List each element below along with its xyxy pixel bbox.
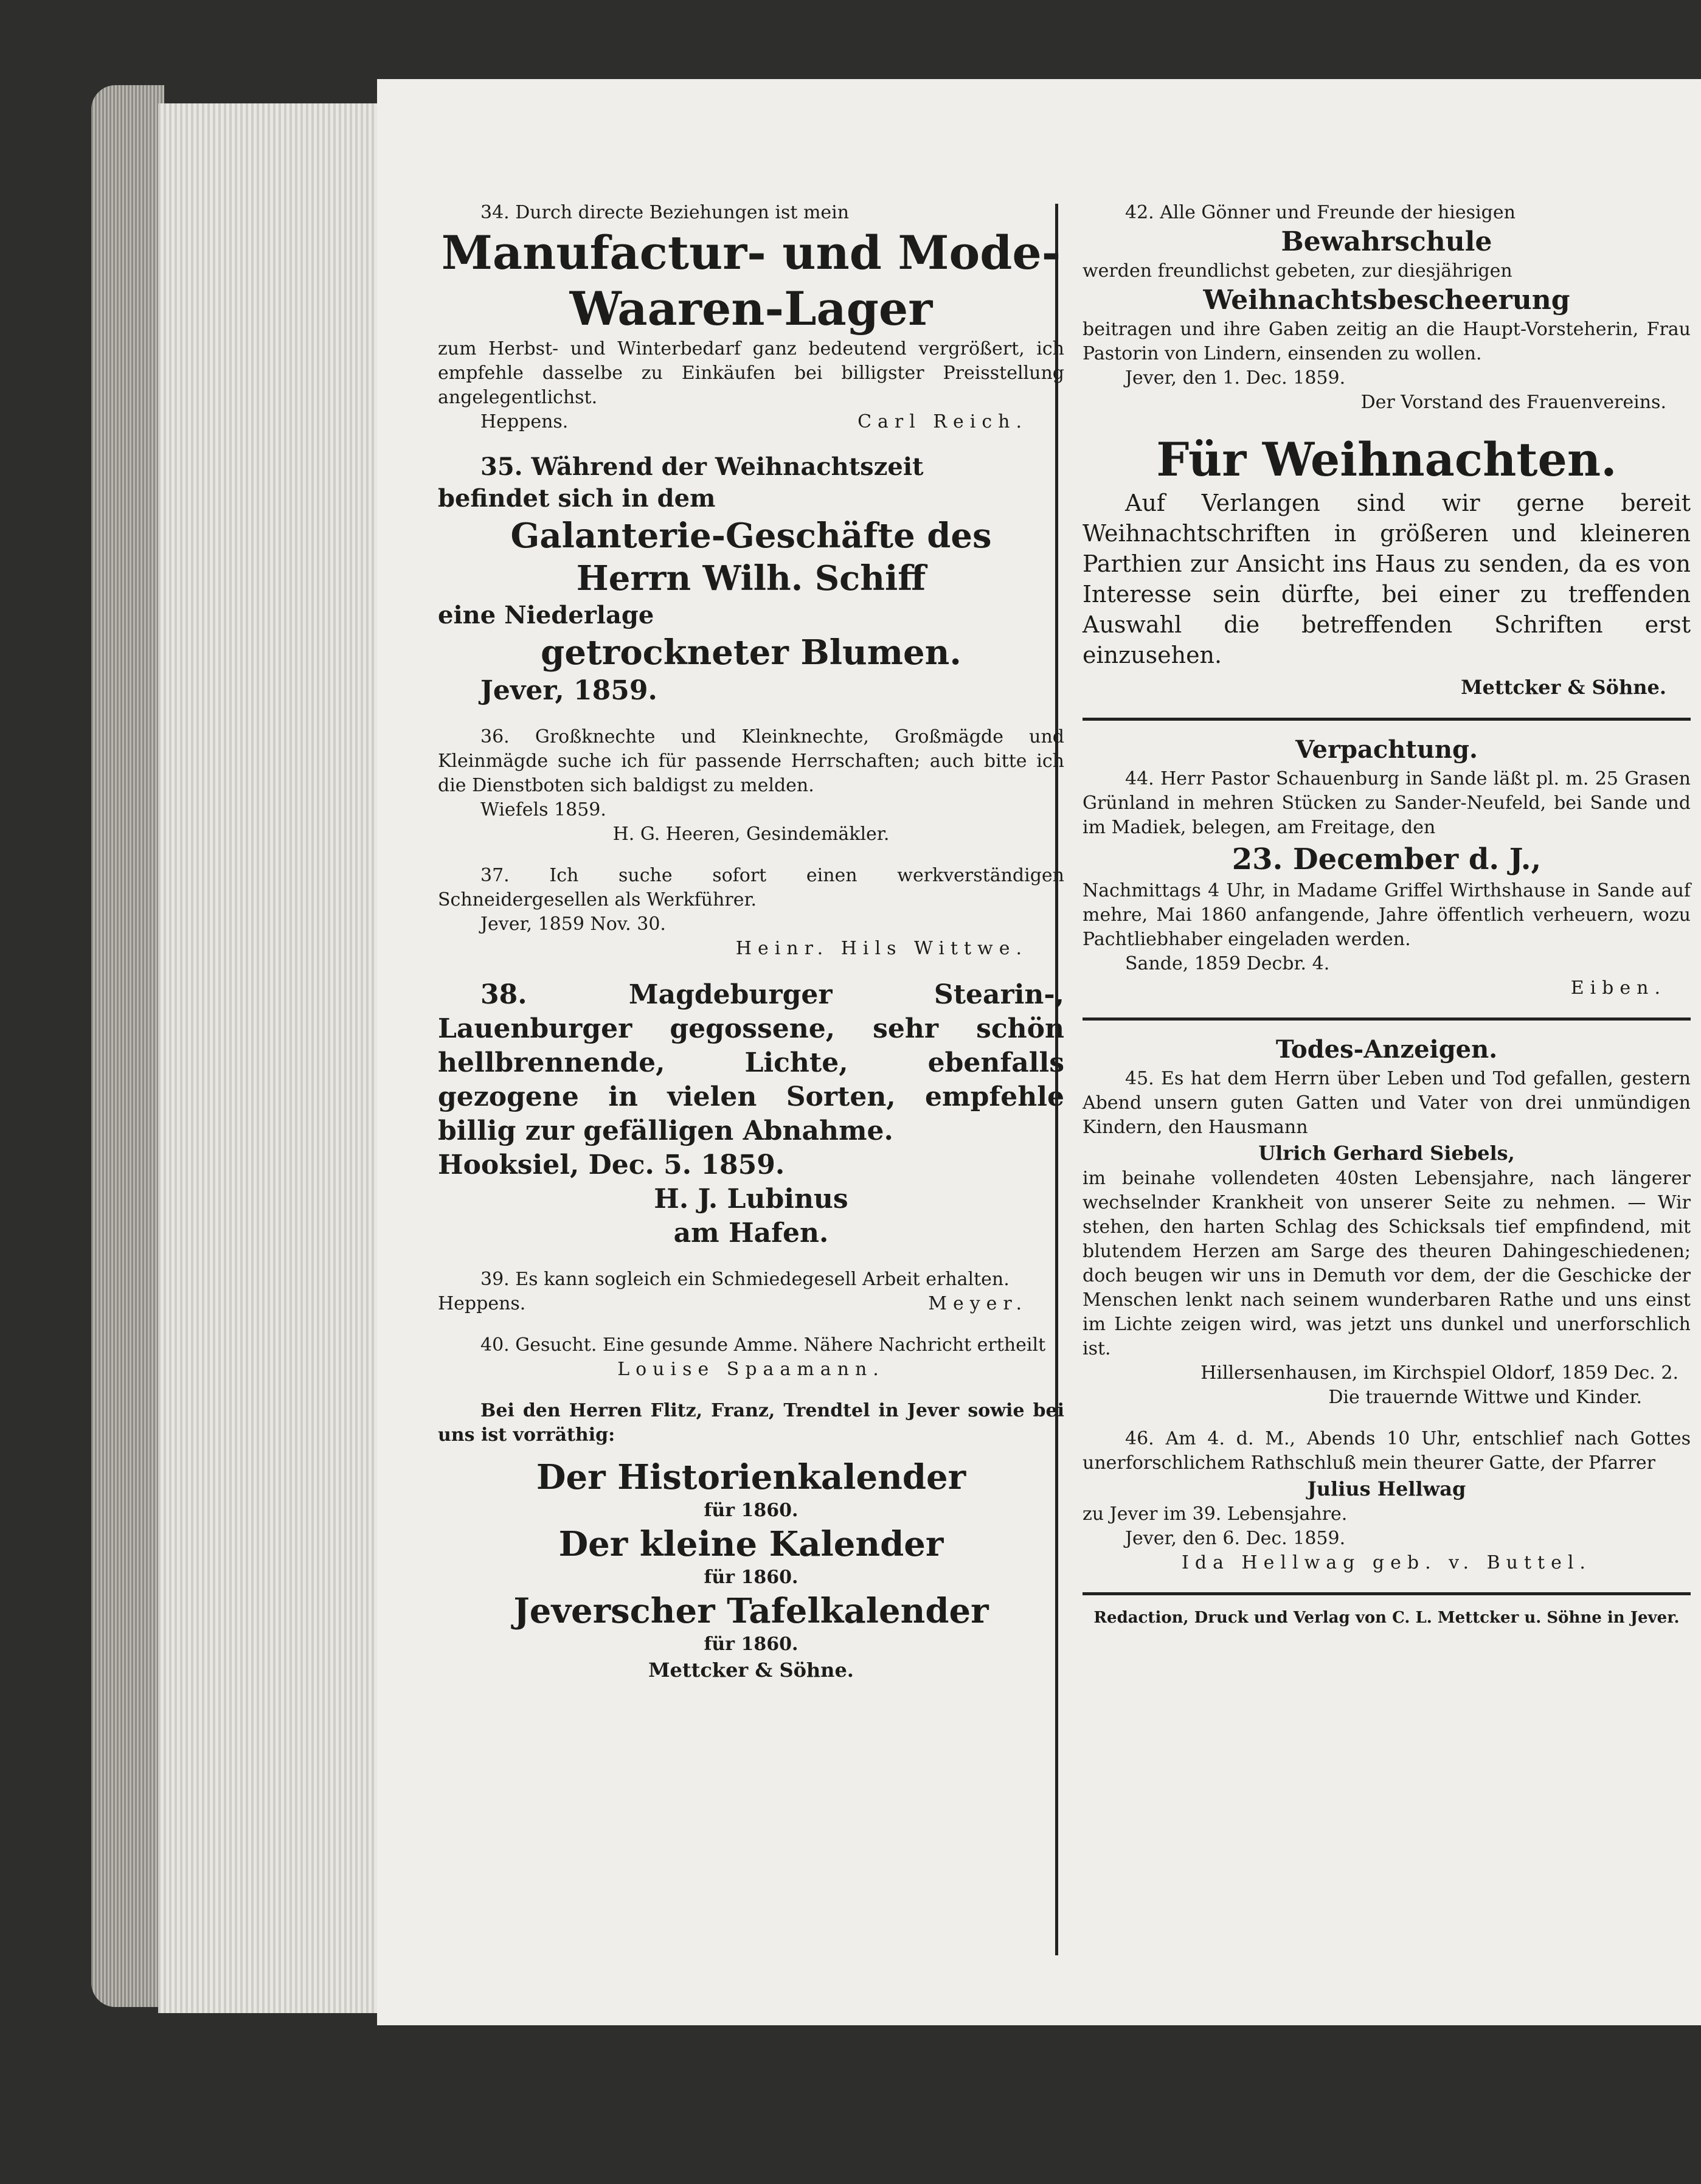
ad-heading: Weihnachtsbescheerung [1203, 285, 1570, 316]
ad-signer: Carl Reich. [857, 411, 1028, 432]
ad-37 [438, 864, 1064, 961]
ad-signer: H. J. Lubinus [654, 1184, 848, 1215]
ad-signer: Mettcker & Söhne. [1461, 676, 1666, 699]
ad-signer: Louise Spaamann. [617, 1359, 885, 1380]
ad-date: 23. December d. J., [1232, 842, 1542, 876]
ad-body: 45. Es hat dem Herrn über Leben und Tod gefallen, gestern Abend unsern guten Gatten und Vater von drei unmündigen Kindern, den Hausmann [1083, 1068, 1691, 1138]
ad-signer: Meyer. [928, 1293, 1028, 1314]
ad-43 [1083, 432, 1691, 701]
section-heading-lease: Verpachtung. [1295, 735, 1478, 764]
ad-line: befindet sich in dem [438, 484, 716, 513]
newspaper-page [377, 79, 1701, 2025]
ad-heading: Herrn Wilh. Schiff [576, 558, 926, 598]
ad-body: 38. Magdeburger Stearin-, Lauenburger gegossene, sehr schön hellbrennende, Lichte, ebenfalls gezogene in vielen Sorten, empfehle billig zur gefälligen Abnahme. [438, 979, 1064, 1146]
ad-signature-line [438, 410, 1064, 434]
ad-38 [438, 978, 1064, 1250]
ad-line: eine Niederlage [438, 601, 654, 629]
ad-line: zu Jever im 39. Lebensjahre. [1083, 1503, 1348, 1525]
ad-body: 46. Am 4. d. M., Abends 10 Uhr, entschlief nach Gottes unerforschlichem Rathschluß mein theurer Gatte, der Pfarrer [1083, 1428, 1691, 1474]
ad-36 [438, 725, 1064, 847]
ad-46 [1083, 1427, 1691, 1575]
ad-signer: Der Vorstand des Frauenvereins. [1360, 392, 1666, 413]
ad-line: werden freundlichst gebeten, zur diesjährigen [1083, 260, 1512, 282]
ad-body: Auf Verlangen sind wir gerne bereit Weihnachtschriften in größeren und kleineren Parthien zur Ansicht ins Haus zu senden, da es von Interesse sein dürfte, bei einer zu treffenden Auswahl die betreffenden Schriften erst einzusehen. [1083, 490, 1691, 668]
ad-45 [1083, 1067, 1691, 1410]
ad-place: Sande, 1859 Decbr. 4. [1125, 953, 1330, 974]
ad-heading: Galanterie-Geschäfte des [510, 516, 992, 556]
ad-subline: für 1860. [704, 1634, 799, 1655]
imprint: Redaction, Druck und Verlag von C. L. Mettcker u. Söhne in Jever. [1093, 1609, 1680, 1627]
ad-name: Julius Hellwag [1307, 1477, 1466, 1500]
ad-place: Jever, 1859. [480, 675, 657, 706]
ad-place: Heppens. [438, 1293, 526, 1314]
ad-intro: 42. Alle Gönner und Freunde der hiesigen [1125, 202, 1516, 223]
section-heading-deaths: Todes-Anzeigen. [1275, 1035, 1498, 1064]
section-rule [1083, 1592, 1691, 1595]
ad-heading: Bewahrschule [1281, 226, 1492, 257]
ad-42 [1083, 201, 1691, 415]
section-rule [1083, 718, 1691, 721]
ad-signer: Heinr. Hils Wittwe. [735, 938, 1028, 959]
ad-intro: 34. Durch directe Beziehungen ist mein [480, 202, 850, 223]
ad-signature-line [438, 1292, 1064, 1316]
ad-signer: am Hafen. [673, 1218, 829, 1249]
ad-place: Jever, 1859 Nov. 30. [480, 913, 666, 935]
ad-39 [438, 1267, 1064, 1316]
ad-body: im beinahe vollendeten 40sten Lebensjahre, nach längerer wechselnder Krankheit von unserer Seite zu nehmen. — Wir stehen, den harten Schlag des Schicksals tief empfindend, mit blutendem Herzen am Sarge des theuren Dahingeschiedenen; doch beugen wir uns in Demuth vor dem, der die Geschicke der Menschen lenkt nach seinem wunderbaren Rathe und uns einst im Lichte zeigen wird, was jetzt uns dunkel und unerforschlich ist. [1083, 1168, 1691, 1359]
ad-signer: Ida Hellwag geb. v. Buttel. [1182, 1552, 1592, 1573]
ad-signer: Eiben. [1570, 977, 1666, 999]
ad-heading: Der Historienkalender [536, 1457, 966, 1497]
ad-body: 44. Herr Pastor Schauenburg in Sande läßt pl. m. 25 Grasen Grünland in mehren Stücken zu Sander-Neufeld, bei Sande und im Madiek, belegen, am Freitage, den [1083, 768, 1691, 838]
ad-34 [438, 201, 1064, 434]
ad-heading: Waaren-Lager [569, 282, 933, 336]
ad-subline: für 1860. [704, 1567, 799, 1588]
ad-subline: für 1860. [704, 1500, 799, 1521]
ad-place: Heppens. [480, 411, 569, 432]
right-column [1083, 201, 1691, 1628]
ad-signer: Mettcker & Söhne. [648, 1659, 854, 1682]
ad-body: 36. Großknechte und Kleinknechte, Großmägde und Kleinmägde suche ich für passende Herrschaften; auch bitte ich die Dienstboten sich baldigst zu melden. [438, 726, 1064, 796]
ad-place: Hillersenhausen, im Kirchspiel Oldorf, 1859 Dec. 2. [1200, 1362, 1678, 1384]
ad-heading: Für Weihnachten. [1156, 432, 1617, 487]
ad-heading: Der kleine Kalender [558, 1524, 944, 1564]
ad-35 [438, 451, 1064, 708]
left-column [438, 201, 1064, 1700]
ad-heading: getrockneter Blumen. [541, 633, 961, 673]
ad-line: 35. Während der Weihnachtszeit [480, 452, 924, 481]
ad-body: zum Herbst- und Winterbedarf ganz bedeutend vergrößert, ich empfehle dasselbe zu Einkäufen bei billigster Preisstellung angelegentlichst. [438, 338, 1064, 408]
ad-place: Jever, den 6. Dec. 1859. [1125, 1528, 1346, 1549]
ad-place: Jever, den 1. Dec. 1859. [1125, 367, 1346, 389]
ad-body: 40. Gesucht. Eine gesunde Amme. Nähere Nachricht ertheilt [480, 1334, 1046, 1356]
ad-name: Ulrich Gerhard Siebels, [1258, 1142, 1515, 1165]
ad-heading: Jeverscher Tafelkalender [513, 1591, 989, 1631]
ad-44 [1083, 767, 1691, 1000]
page-stack [158, 103, 389, 2013]
ad-heading: Manufactur- und Mode- [441, 226, 1061, 280]
ad-41 [438, 1399, 1064, 1683]
ad-signer: H. G. Heeren, Gesindemäkler. [612, 823, 890, 845]
ad-place: Hooksiel, Dec. 5. 1859. [438, 1149, 785, 1180]
ad-body: Nachmittags 4 Uhr, in Madame Griffel Wirthshause in Sande auf mehre, Mai 1860 anfangende, Jahre öffentlich verheuern, wozu Pachtliebhaber eingeladen werden. [1083, 880, 1691, 950]
ad-body: beitragen und ihre Gaben zeitig an die Haupt-Vorsteherin, Frau Pastorin von Lindern, einsenden zu wollen. [1083, 319, 1691, 364]
ad-body: 39. Es kann sogleich ein Schmiedegesell Arbeit erhalten. [480, 1269, 1010, 1290]
book-fore-edge [91, 85, 164, 2007]
ad-place: Wiefels 1859. [480, 799, 606, 820]
ad-signer: Die trauernde Wittwe und Kinder. [1328, 1387, 1642, 1408]
ad-body: 37. Ich suche sofort einen werkverständigen Schneidergesellen als Werkführer. [438, 865, 1064, 910]
section-rule [1083, 1017, 1691, 1021]
ad-40 [438, 1333, 1064, 1382]
ad-body: Bei den Herren Flitz, Franz, Trendtel in Jever sowie bei uns ist vorräthig: [438, 1400, 1064, 1446]
